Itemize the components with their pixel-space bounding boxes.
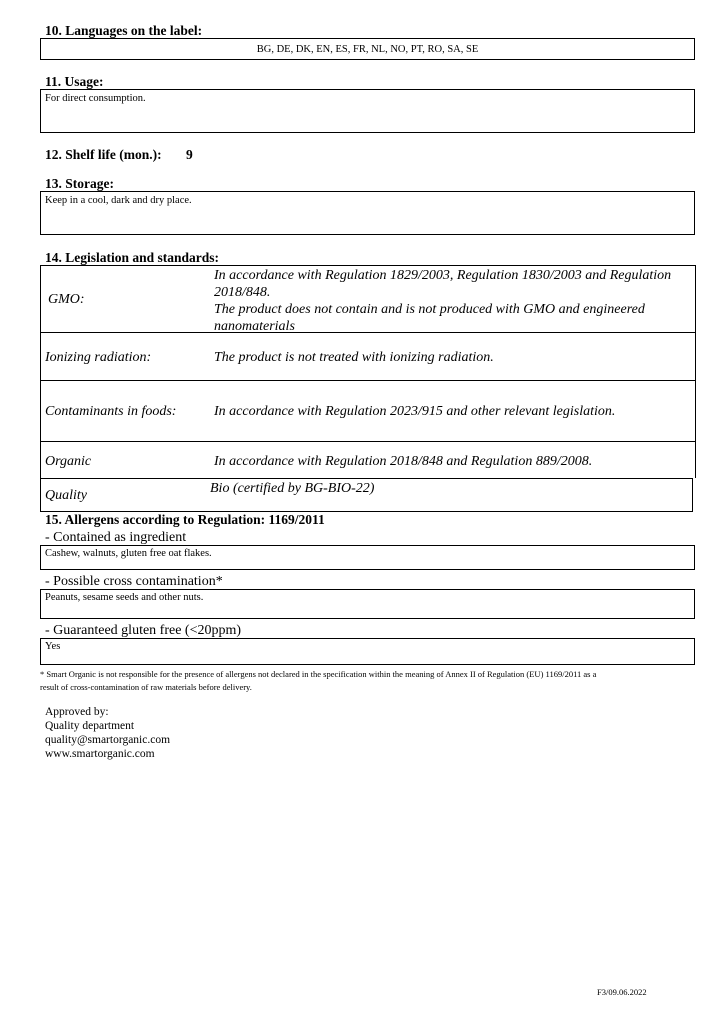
table-left-line (40, 265, 41, 512)
quality-right-line (692, 478, 693, 512)
organic-label: Organic (45, 454, 92, 469)
cross-contamination-box (40, 589, 695, 619)
section-13-heading: 13. Storage: (45, 176, 114, 191)
languages-value: BG, DE, DK, EN, ES, FR, NL, NO, PT, RO, SA, SE (256, 44, 479, 55)
gluten-free-box (40, 638, 695, 665)
quality-text: Bio (certified by BG-BIO-22) (210, 481, 375, 496)
ionizing-label: Ionizing radiation: (45, 350, 152, 365)
gmo-line: 2018/848. (214, 285, 271, 300)
contained-label: - Contained as ingredient (45, 530, 187, 545)
table-top-line (40, 265, 695, 266)
usage-value: For direct consumption. (45, 93, 146, 104)
row-divider-4 (40, 478, 693, 479)
storage-value: Keep in a cool, dark and dry place. (45, 195, 192, 206)
table-right-line (695, 265, 696, 478)
languages-box (40, 38, 695, 60)
quality-label: Quality (45, 488, 87, 503)
gmo-line: In accordance with Regulation 1829/2003, Regulation 1830/2003 and Regulation (214, 268, 672, 283)
section-10-heading: 10. Languages on the label: (45, 23, 203, 38)
section-12-heading: 12. Shelf life (mon.): (45, 147, 162, 162)
gmo-line: nanomaterials (214, 319, 295, 334)
allergen-footnote (40, 668, 596, 694)
contained-value: Cashew, walnuts, gluten free oat flakes. (45, 548, 212, 559)
storage-box (40, 191, 695, 235)
ionizing-text: The product is not treated with ionizing radiation. (214, 350, 494, 365)
gluten-free-label: - Guaranteed gluten free (<20ppm) (45, 623, 242, 638)
section-14-heading: 14. Legislation and standards: (45, 250, 220, 265)
footnote-line: result of cross-contamination of raw materials before delivery. (40, 682, 252, 692)
contained-box (40, 545, 695, 570)
cross-contamination-value: Peanuts, sesame seeds and other nuts. (45, 592, 204, 603)
approved-by: Approved by: (45, 706, 109, 718)
shelf-life-value: 9 (186, 147, 193, 162)
gmo-label: GMO: (48, 292, 85, 307)
row-divider-2 (40, 380, 695, 381)
quality-department: Quality department (45, 720, 135, 732)
section-15-heading: 15. Allergens according to Regulation: 1169/2011 (45, 512, 325, 527)
website: www.smartorganic.com (45, 748, 155, 760)
contaminants-label: Contaminants in foods: (45, 404, 177, 419)
section-11-heading: 11. Usage: (45, 74, 104, 89)
gmo-line: The product does not contain and is not produced with GMO and engineered (214, 302, 645, 317)
gmo-text (214, 267, 671, 335)
footnote-line: * Smart Organic is not responsible for the presence of allergens not declared in the specification within the meaning of Annex II of Regulation (EU) 1169/2011 as a (40, 669, 597, 679)
row-divider-3 (40, 441, 695, 442)
approval-block (45, 705, 170, 761)
quality-email: quality@smartorganic.com (45, 734, 171, 746)
gluten-free-value: Yes (45, 641, 61, 652)
contaminants-text: In accordance with Regulation 2023/915 and other relevant legislation. (214, 404, 616, 419)
organic-text: In accordance with Regulation 2018/848 and Regulation 889/2008. (214, 454, 593, 469)
form-code: F3/09.06.2022 (597, 987, 647, 997)
cross-contamination-label: - Possible cross contamination* (45, 574, 223, 589)
usage-box (40, 89, 695, 133)
